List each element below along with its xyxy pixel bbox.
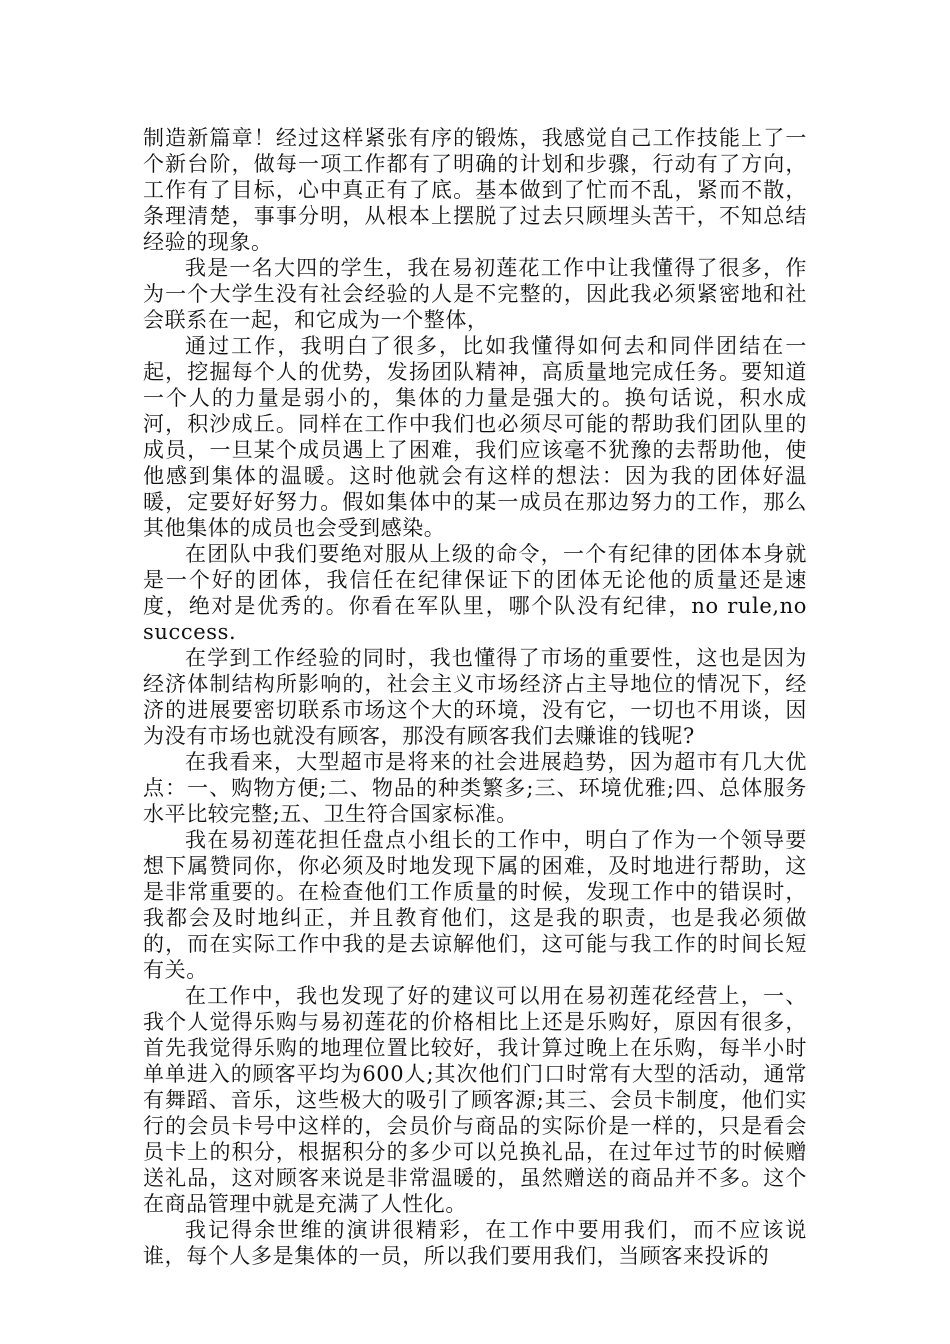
paragraph-6: 在我看来，大型超市是将来的社会进展趋势，因为超市有几大优点：一、购物方便;二、物品的种类繁多;三、环境优雅;四、总体服务水平比较完整;五、卫生符合国家标准。 bbox=[143, 750, 807, 826]
paragraph-4: 在团队中我们要绝对服从上级的命令，一个有纪律的团体本身就是一个好的团体，我信任在纪律保证下的团体无论他的质量还是速度，绝对是优秀的。你看在军队里，哪个队没有纪律，no rule,no success. bbox=[143, 542, 807, 644]
document-body bbox=[143, 125, 807, 1269]
paragraph-9: 我记得余世维的演讲很精彩，在工作中要用我们，而不应该说谁，每个人多是集体的一员，所以我们要用我们，当顾客来投诉的 bbox=[143, 1218, 807, 1268]
paragraph-1: 制造新篇章！经过这样紧张有序的锻炼，我感觉自己工作技能上了一个新台阶，做每一项工作都有了明确的计划和步骤，行动有了方向，工作有了目标，心中真正有了底。基本做到了忙而不乱，紧而不散，条理清楚，事事分明，从根本上摆脱了过去只顾埋头苦干，不知总结经验的现象。 bbox=[143, 126, 807, 254]
paragraph-5: 在学到工作经验的同时，我也懂得了市场的重要性，这也是因为经济体制结构所影响的，社会主义市场经济占主导地位的情况下，经济的进展要密切联系市场这个大的环境，没有它，一切也不用谈，因为没有市场也就没有顾客，那没有顾客我们去赚谁的钱呢? bbox=[143, 646, 807, 748]
paragraph-3: 通过工作，我明白了很多，比如我懂得如何去和同伴团结在一起，挖掘每个人的优势，发扬团队精神，高质量地完成任务。要知道一个人的力量是弱小的，集体的力量是强大的。换句话说，积水成河，积沙成丘。同样在工作中我们也必须尽可能的帮助我们团队里的成员，一旦某个成员遇上了困难，我们应该毫不犹豫的去帮助他，使他感到集体的温暖。这时他就会有这样的想法：因为我的团体好温暖，定要好好努力。假如集体中的某一成员在那边努力的工作，那么其他集体的成员也会受到感染。 bbox=[143, 334, 807, 540]
paragraph-2: 我是一名大四的学生，我在易初莲花工作中让我懂得了很多，作为一个大学生没有社会经验的人是不完整的，因此我必须紧密地和社会联系在一起，和它成为一个整体， bbox=[143, 256, 807, 332]
paragraph-8: 在工作中，我也发现了好的建议可以用在易初莲花经营上，一、我个人觉得乐购与易初莲花的价格相比上还是乐购好，原因有很多，首先我觉得乐购的地理位置比较好，我计算过晚上在乐购，每半小时单单进入的顾客平均为600人;其次他们门口时常有大型的活动，通常有舞蹈、音乐，这些极大的吸引了顾客源;其三、会员卡制度，他们实行的会员卡号中这样的，会员价与商品的实际价是一样的，只是看会员卡上的积分，根据积分的多少可以兑换礼品，在过年过节的时候赠送礼品，这对顾客来说是非常温暖的，虽然赠送的商品并不多。这个在商品管理中就是充满了人性化。 bbox=[143, 984, 807, 1216]
paragraph-7: 我在易初莲花担任盘点小组长的工作中，明白了作为一个领导要想下属赞同你，你必须及时地发现下属的困难，及时地进行帮助，这是非常重要的。在检查他们工作质量的时候，发现工作中的错误时，我都会及时地纠正，并且教育他们，这是我的职责，也是我必须做的，而在实际工作中我的是去谅解他们，这可能与我工作的时间长短有关。 bbox=[143, 828, 807, 982]
